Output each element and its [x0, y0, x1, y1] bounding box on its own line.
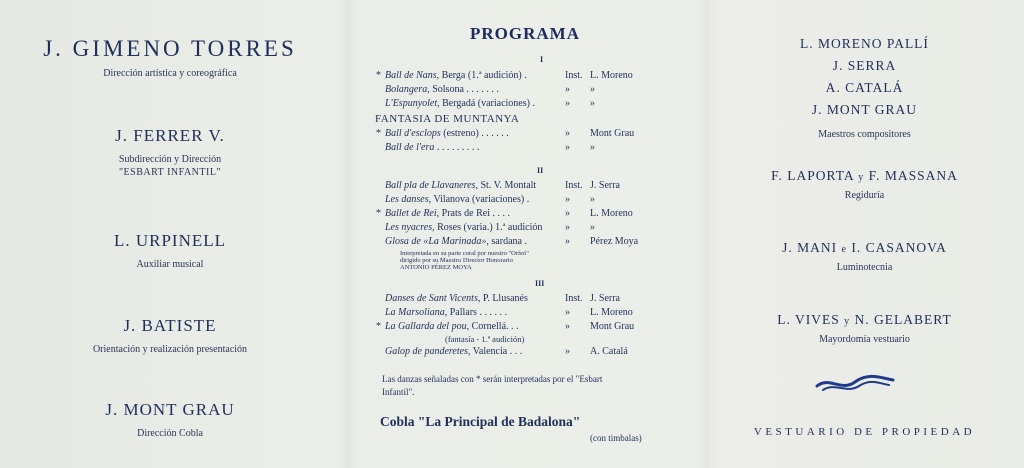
- credit-role: Subdirección y Dirección: [118, 154, 222, 165]
- composer-name: J. MONT GRAU: [811, 102, 918, 117]
- footnote: Las danzas señaladas con * serán interpretadas por el "Esbart: [382, 374, 603, 384]
- regiduria-role: Regiduría: [844, 190, 885, 201]
- section-number: II: [537, 166, 544, 175]
- section-number: I: [540, 55, 544, 64]
- composer-name: J. SERRA: [832, 58, 897, 73]
- credit-block: [0, 126, 340, 178]
- credit-name: J. MONT GRAU: [105, 400, 235, 419]
- program-title: PROGRAMA: [470, 24, 580, 43]
- program-row: L'Espunyolet, Bergadá (variaciones) . » »: [385, 98, 595, 109]
- composers-role: Maestros compositores: [818, 129, 911, 140]
- footnote: Infantil".: [382, 387, 415, 397]
- mayordomia-role: Mayordomía vestuario: [819, 334, 910, 345]
- program-row: * La Gallarda del pou, Cornellá. . . » Mont Grau: [376, 321, 635, 332]
- cobla-heading: Cobla "La Principal de Badalona": [380, 414, 581, 429]
- credit-name: L. URPINELL: [113, 231, 227, 250]
- composer-name: A. CATALÁ: [825, 80, 904, 95]
- vestuario-label: VESTUARIO DE PROPIEDAD: [753, 426, 976, 438]
- program-row: (fantasía - 1.ª audición): [445, 334, 525, 344]
- choral-note: Interpretada en su parte coral por nuestro "Orfeó": [400, 250, 529, 257]
- composers-block: [705, 33, 1024, 140]
- program-row: * Ball de Nans, Berga (1.ª audición) . Inst. L. Moreno: [376, 70, 633, 81]
- credit-role: Dirección Cobla: [137, 428, 203, 439]
- program-row: Galop de panderetes, Valencia . . . » A. Catalá: [385, 346, 628, 357]
- credit-role: Orientación y realización presentación: [92, 344, 248, 355]
- left-column: [0, 0, 340, 468]
- program-row: Ball de l'era . . . . . . . . . » »: [385, 142, 595, 153]
- credit-name: J. FERRER V.: [115, 126, 225, 145]
- wave-ornament-icon: [815, 372, 895, 394]
- program-row: * Ball d'esclops (estreno) . . . . . . » Mont Grau: [376, 128, 635, 139]
- regiduria-block: [705, 168, 1024, 201]
- fantasia-heading: FANTASIA DE MUNTANYA: [375, 113, 520, 125]
- credit-block: [0, 316, 340, 355]
- credit-name: J. BATISTE: [123, 316, 217, 335]
- program-row: Glosa de «La Marinada», sardana . » Pérez Moya: [385, 236, 639, 247]
- luminotecnia-block: [705, 240, 1024, 273]
- credit-block: [0, 400, 340, 439]
- program-row: La Marsoliana, Pallars . . . . . . » L. Moreno: [385, 307, 633, 318]
- credit-block: [0, 231, 340, 270]
- credit-role: Dirección artística y coreográfica: [103, 68, 237, 79]
- program-row: Bolangera, Solsona . . . . . . . » »: [385, 84, 595, 95]
- regiduria-names: F. LAPORTA y F. MASSANA: [771, 168, 958, 183]
- program-row: * Ballet de Rei, Prats de Rei . . . . » L. Moreno: [376, 208, 633, 219]
- credit-block: [0, 36, 340, 79]
- credit-role: Auxiliar musical: [136, 259, 204, 270]
- program-row: Les nyacres, Roses (varia.) 1.ª audición » »: [385, 222, 595, 233]
- cobla-subtitle: (con timbalas): [590, 433, 642, 443]
- luminotecnia-role: Luminotecnia: [836, 262, 893, 273]
- program-row: Les danses, Vilanova (variaciones) . » »: [385, 194, 595, 205]
- section-number: III: [535, 279, 545, 288]
- right-column: [705, 0, 1024, 468]
- luminotecnia-names: J. MANI e I. CASANOVA: [782, 240, 947, 255]
- choral-note: ANTONIO PÉREZ MOYA: [400, 264, 472, 271]
- program-row: Danses de Sant Vicents, P. Llusanés Inst. J. Serra: [385, 293, 620, 304]
- mayordomia-names: L. VIVES y N. GELABERT: [777, 312, 952, 327]
- composer-name: L. MORENO PALLÍ: [800, 36, 929, 51]
- credit-name: J. GIMENO TORRES: [43, 36, 297, 61]
- mayordomia-block: [705, 312, 1024, 345]
- credit-role: "ESBART INFANTIL": [118, 167, 222, 178]
- program-row: Ball pla de Llavaneres, St. V. Montalt Inst. J. Serra: [385, 180, 620, 191]
- choral-note: dirigido por su Maestro Director Honorario: [400, 257, 513, 264]
- program-column: [345, 0, 705, 468]
